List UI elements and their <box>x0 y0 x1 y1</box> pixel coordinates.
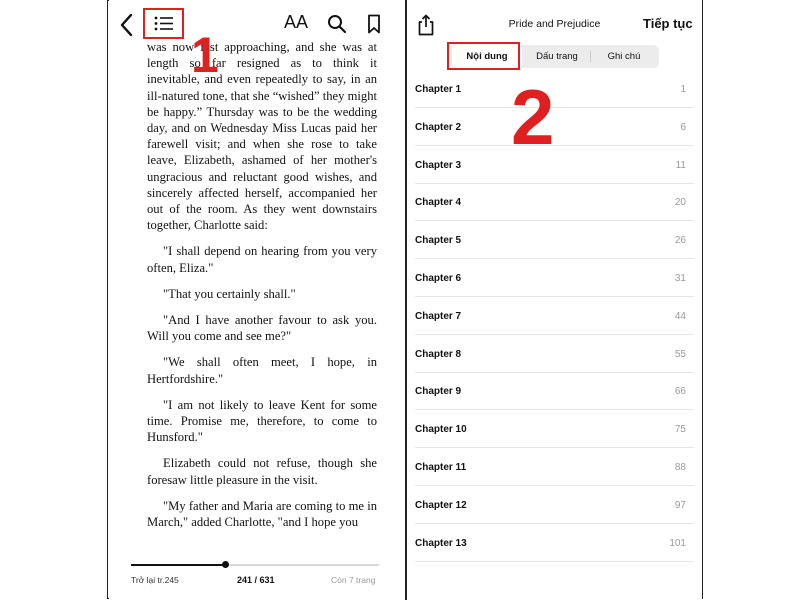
reader-paragraph: "My father and Maria are coming to me in March," added Charlotte, "and I hope you <box>147 498 377 530</box>
chapter-page-number: 97 <box>674 499 686 511</box>
chapter-page-number: 55 <box>674 348 686 360</box>
chapter-row[interactable] <box>407 147 702 184</box>
chapter-name: Chapter 3 <box>415 159 462 171</box>
chapter-name: Chapter 4 <box>415 197 462 209</box>
chapter-page-number: 88 <box>674 462 686 473</box>
continue-reading-button[interactable]: Tiếp tục <box>643 16 693 31</box>
progress-fill <box>131 564 225 566</box>
font-size-button[interactable] <box>284 12 308 36</box>
chapter-page-number: 20 <box>674 197 686 209</box>
back-to-page-link[interactable]: Trở lại tr.245 <box>131 575 179 585</box>
chapter-name: Chapter 5 <box>415 235 462 247</box>
pages-remaining: Còn 7 trang <box>331 575 376 585</box>
chapter-name: Chapter 11 <box>415 462 467 473</box>
list-icon <box>154 15 174 32</box>
book-title: Pride and Prejudice <box>508 18 601 30</box>
chapter-row[interactable] <box>407 373 702 410</box>
chapter-page-number: 11 <box>675 159 686 171</box>
reader-screen <box>109 0 405 600</box>
search-button[interactable] <box>327 14 347 34</box>
chapter-row[interactable] <box>407 71 702 108</box>
chapter-name: Chapter 7 <box>415 310 462 322</box>
chapter-row[interactable] <box>407 336 702 373</box>
chapter-row[interactable] <box>407 184 702 221</box>
table-of-contents-button[interactable] <box>143 8 184 39</box>
chapter-page-number: 31 <box>674 273 686 284</box>
reader-paragraph: "I am not likely to leave Kent for some time. Promise me, therefore, to come to Hunsford." <box>147 397 377 445</box>
chapter-row[interactable] <box>407 449 702 486</box>
tab-notes[interactable]: Ghi chú <box>607 51 641 62</box>
search-icon <box>327 14 347 34</box>
tab-bookmarks[interactable]: Dấu trang <box>536 51 578 62</box>
step-marker-2: 2 <box>511 73 555 161</box>
chapter-page-number: 101 <box>669 537 686 549</box>
progress-knob[interactable] <box>222 561 229 568</box>
reader-text-body <box>147 39 377 540</box>
reader-paragraph: Elizabeth could not refuse, though she foresaw little pleasure in the visit. <box>147 456 377 487</box>
chapter-row[interactable] <box>407 525 702 562</box>
chapter-page-number: 75 <box>674 424 686 436</box>
toc-screen <box>407 0 702 600</box>
chapter-name: Chapter 13 <box>415 537 467 549</box>
chapter-name: Chapter 8 <box>415 348 462 360</box>
chapter-row[interactable] <box>407 411 702 448</box>
chapter-row[interactable] <box>407 298 702 335</box>
chapter-page-number: 44 <box>674 310 686 322</box>
chapter-name: Chapter 1 <box>415 84 462 95</box>
reader-paragraph: "We shall often meet, I hope, in Hertfordshire." <box>147 355 377 386</box>
tab-contents[interactable]: Nội dung <box>452 45 522 68</box>
chapter-name: Chapter 12 <box>415 499 467 511</box>
page-counter: 241 / 631 <box>237 575 275 585</box>
reader-paragraph: "That you certainly shall." <box>163 286 296 301</box>
chapter-row[interactable] <box>407 109 702 146</box>
chapter-name: Chapter 2 <box>415 121 462 133</box>
reader-paragraph: "And I have another favour to ask you. Will you come and see me?" <box>147 313 377 344</box>
reader-paragraph: "I shall depend on hearing from you very often, Eliza." <box>147 244 377 275</box>
chapter-page-number: 66 <box>674 386 686 398</box>
bookmark-button[interactable] <box>367 14 381 34</box>
reading-progress-slider[interactable] <box>131 564 379 566</box>
highlight-box-contents-tab <box>447 42 520 70</box>
row-divider <box>415 561 694 562</box>
chapter-name: Chapter 6 <box>415 273 462 284</box>
step-marker-1: 1 <box>191 27 219 83</box>
chapter-row[interactable] <box>407 260 702 297</box>
chapter-page-number: 6 <box>680 121 686 133</box>
chapter-row[interactable] <box>407 487 702 524</box>
bookmark-icon <box>367 14 381 34</box>
reader-paragraph: was now fast approaching, and she was at length so far resigned as to think it inevitable, and even repeatedly to say, in an ill-natured tone, that she “wished” they might be happy.” Thursday was to be the wedding day, and on Wednesday Miss Lucas paid her farewell visit; and when she rose to take leave, Elizabeth, ashamed of her mother's ungracious and reluctant good wishes, and sincerely affected herself, accompanied her out of the room. As they went downstairs together, Charlotte said: <box>147 40 377 233</box>
back-chevron-icon <box>119 12 135 38</box>
chapter-page-number: 26 <box>674 235 686 247</box>
chapter-name: Chapter 10 <box>415 424 467 436</box>
chapter-name: Chapter 9 <box>415 386 462 398</box>
back-button[interactable] <box>119 12 135 38</box>
font-size-icon: AA <box>284 12 309 32</box>
chapter-row[interactable] <box>407 222 702 259</box>
chapter-page-number: 1 <box>680 84 686 95</box>
